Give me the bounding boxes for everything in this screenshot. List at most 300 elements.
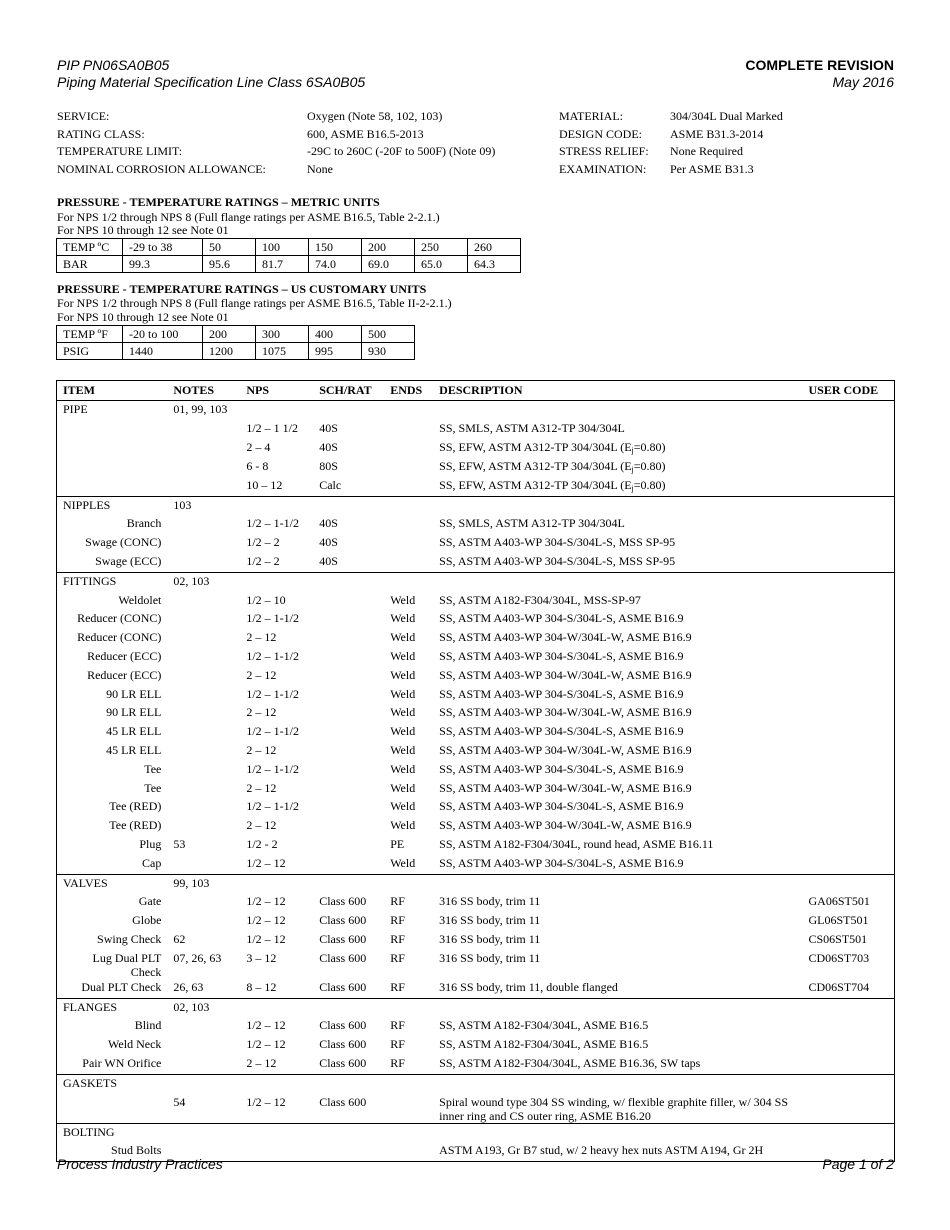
col-header-description: DESCRIPTION: [433, 381, 802, 401]
description-text: Spiral wound type 304 SS winding, w/ flexible graphite filler, w/ 304 SS inner ring and CS outer ring, ASME B16.20: [439, 1094, 788, 1123]
row-user-code: [802, 458, 894, 477]
info-row: [57, 143, 495, 161]
info-row: [57, 108, 495, 126]
row-user-code: [802, 1036, 894, 1055]
row-nps: 1/2 – 2: [246, 553, 280, 568]
col-header-ends: ENDS: [384, 381, 433, 401]
row-nps: 3 – 12: [246, 950, 277, 965]
empty-cell: [313, 874, 384, 893]
description-text: SS, ASTM A403-WP 304-W/304L-W, ASME B16.9: [439, 705, 692, 720]
row-ends: RF: [390, 1018, 405, 1033]
row-sch-rat: Class 600: [319, 1037, 367, 1052]
row-notes: 26, 63: [173, 979, 204, 994]
description-text: SS, ASTM A403-WP 304-S/304L-S, ASME B16.9: [439, 611, 684, 626]
row-sch-rat: Class 600: [319, 931, 367, 946]
row-item: Tee (RED): [109, 799, 162, 814]
row-notes: [167, 515, 240, 534]
group-name: VALVES: [57, 874, 168, 893]
row-ends: [384, 1094, 433, 1124]
ratings-cell: 50: [203, 239, 256, 256]
row-user-code: [802, 723, 894, 742]
group-notes: 99, 103: [167, 874, 240, 893]
table-row: [57, 855, 895, 874]
ratings-cell: -29 to 38: [123, 239, 203, 256]
row-item: Reducer (CONC): [77, 630, 162, 645]
row-sch-rat: Class 600: [319, 894, 367, 909]
empty-cell: [433, 998, 802, 1017]
info-label: RATING CLASS:: [57, 126, 145, 141]
table-row: [57, 912, 895, 931]
row-nps: 6 - 8: [246, 458, 269, 473]
row-ends: RF: [390, 1037, 405, 1052]
row-notes: [167, 629, 240, 648]
table-row: [57, 667, 895, 686]
row-nps: 1/2 – 12: [246, 894, 286, 909]
empty-cell: [384, 401, 433, 420]
description-text: SS, ASTM A403-WP 304-S/304L-S, MSS SP-95: [439, 553, 676, 568]
description-text: 316 SS body, trim 11: [439, 894, 541, 909]
description-text: SS, ASTM A403-WP 304-S/304L-S, ASME B16.9: [439, 799, 684, 814]
row-notes: 62: [173, 931, 186, 946]
table-row: [57, 553, 895, 572]
row-ends: Weld: [390, 686, 416, 701]
row-ends: Weld: [390, 648, 416, 663]
row-user-code: [802, 553, 894, 572]
table-row: [57, 648, 895, 667]
row-ends: Weld: [390, 592, 416, 607]
table-row: [57, 592, 895, 611]
row-description: [433, 855, 802, 874]
description-text: SS, ASTM A182-F304/304L, ASME B16.5: [439, 1037, 649, 1052]
empty-cell: [240, 572, 313, 591]
row-notes: 07, 26, 63: [173, 950, 222, 965]
row-notes: 54: [173, 1094, 186, 1109]
empty-cell: [240, 998, 313, 1017]
info-label: TEMPERATURE LIMIT:: [57, 144, 183, 158]
row-notes: [167, 553, 240, 572]
row-description: [433, 610, 802, 629]
group-notes: 103: [167, 496, 240, 515]
row-item: Weldolet: [118, 592, 162, 607]
table-row: [57, 515, 895, 534]
table-row: [57, 798, 895, 817]
row-description: [433, 761, 802, 780]
ratings-cell: 260: [468, 239, 521, 256]
row-notes: [167, 1036, 240, 1055]
row-sch-rat: [313, 704, 384, 723]
table-row: [57, 950, 895, 979]
description-text: SS, ASTM A182-F304/304L, round head, ASME B16.11: [439, 836, 714, 851]
row-sch-rat: Class 600: [319, 979, 367, 994]
info-value: None Required: [670, 144, 743, 158]
group-notes: 02, 103: [167, 998, 240, 1017]
info-label: DESIGN CODE:: [559, 126, 642, 141]
row-notes: [167, 723, 240, 742]
empty-cell: [433, 874, 802, 893]
row-ends: RF: [390, 950, 405, 965]
description-text: SS, ASTM A403-WP 304-W/304L-W, ASME B16.9: [439, 780, 692, 795]
ratings-cell: 64.3: [468, 256, 521, 273]
description-text: SS, SMLS, ASTM A312-TP 304/304L: [439, 516, 625, 531]
description-text: SS, ASTM A182-F304/304L, ASME B16.5: [439, 1018, 649, 1033]
ratings-cell: 930: [362, 343, 415, 360]
row-notes: [167, 667, 240, 686]
row-ends: RF: [390, 913, 405, 928]
ratings-cell: 69.0: [362, 256, 415, 273]
row-item: 90 LR ELL: [106, 686, 162, 701]
group-row: [57, 496, 895, 515]
ratings-cell: 995: [309, 343, 362, 360]
row-sch-rat: Calc: [319, 477, 342, 492]
row-sch-rat: [313, 592, 384, 611]
description-text: SS, ASTM A403-WP 304-W/304L-W, ASME B16.9: [439, 667, 692, 682]
row-description: [433, 515, 802, 534]
row-item: Reducer (CONC): [77, 611, 162, 626]
row-description: [433, 723, 802, 742]
service-info-left: [57, 108, 495, 178]
row-item: Reducer (ECC): [87, 667, 162, 682]
ratings-cell: 74.0: [309, 256, 362, 273]
row-user-code: [802, 592, 894, 611]
row-ends: Weld: [390, 705, 416, 720]
row-nps: 1/2 – 1-1/2: [246, 648, 299, 663]
row-ends: Weld: [390, 667, 416, 682]
row-user-code: [802, 1017, 894, 1036]
row-nps: 1/2 – 1-1/2: [246, 686, 299, 701]
row-notes: [167, 798, 240, 817]
empty-cell: [802, 572, 894, 591]
row-ends: Weld: [390, 855, 416, 870]
row-sch-rat: [313, 798, 384, 817]
row-description: [433, 817, 802, 836]
group-notes: [167, 1123, 240, 1142]
row-sch-rat: [313, 836, 384, 855]
row-user-code: [802, 648, 894, 667]
row-item: Tee: [144, 780, 162, 795]
description-subscript: j: [631, 445, 634, 455]
document-header-right: [745, 57, 894, 91]
row-notes: 53: [173, 836, 186, 851]
ratings-row-label: BAR: [57, 256, 123, 273]
us-ratings-table: [56, 325, 415, 360]
info-row: [57, 161, 495, 179]
description-text: SS, ASTM A403-WP 304-S/304L-S, ASME B16.9: [439, 761, 684, 776]
row-nps: 1/2 – 1-1/2: [246, 611, 299, 626]
footer-publisher: Process Industry Practices: [57, 1156, 223, 1172]
row-nps: 1/2 – 12: [246, 931, 286, 946]
row-item: Tee (RED): [109, 818, 162, 833]
empty-cell: [313, 401, 384, 420]
row-notes: [167, 439, 240, 458]
info-row: [559, 143, 783, 161]
info-value: None: [307, 161, 333, 176]
row-user-code: [802, 836, 894, 855]
row-notes: [167, 742, 240, 761]
info-row: [559, 126, 783, 144]
ratings-cell: -20 to 100: [123, 326, 203, 343]
row-item: Swing Check: [97, 931, 162, 946]
row-notes: [167, 704, 240, 723]
row-ends: [384, 515, 433, 534]
us-ratings-title: PRESSURE - TEMPERATURE RATINGS – US CUSTOMARY UNITS: [57, 282, 427, 296]
empty-cell: [802, 1123, 894, 1142]
row-ends: Weld: [390, 724, 416, 739]
ratings-row: [57, 239, 521, 256]
ratings-cell: 100: [256, 239, 309, 256]
metric-ratings-table: [56, 238, 521, 273]
row-ends: [384, 458, 433, 477]
info-label: MATERIAL:: [559, 109, 623, 123]
row-ends: Weld: [390, 799, 416, 814]
row-description: [433, 950, 802, 979]
group-name: NIPPLES: [57, 496, 168, 515]
row-ends: RF: [390, 1055, 405, 1070]
row-sch-rat: Class 600: [319, 1094, 367, 1109]
info-row: [559, 108, 783, 126]
description-text: 316 SS body, trim 11: [439, 931, 541, 946]
row-sch-rat: Class 600: [319, 1055, 367, 1070]
group-row: [57, 1123, 895, 1142]
empty-cell: [802, 998, 894, 1017]
info-label: EXAMINATION:: [559, 161, 647, 176]
row-user-code: [802, 477, 894, 497]
row-user-code: GL06ST501: [808, 913, 869, 928]
row-user-code: [802, 1094, 894, 1124]
info-value: -29C to 260C (-20F to 500F) (Note 09): [307, 144, 496, 158]
row-sch-rat: Class 600: [319, 950, 367, 965]
row-user-code: [802, 439, 894, 458]
info-value: 304/304L Dual Marked: [670, 109, 783, 123]
row-user-code: [802, 629, 894, 648]
row-description: [433, 742, 802, 761]
row-sch-rat: [313, 667, 384, 686]
row-item: Weld Neck: [108, 1037, 162, 1052]
row-description: [433, 534, 802, 553]
row-user-code: [802, 515, 894, 534]
ratings-cell: 65.0: [415, 256, 468, 273]
ratings-cell: 200: [203, 326, 256, 343]
row-sch-rat: 40S: [319, 535, 338, 550]
row-notes: [167, 893, 240, 912]
row-notes: [167, 477, 240, 497]
row-sch-rat: 80S: [319, 458, 338, 473]
row-nps: 1/2 – 12: [246, 855, 286, 870]
row-user-code: [802, 798, 894, 817]
row-sch-rat: [313, 1142, 384, 1161]
row-nps: 1/2 - 2: [246, 836, 278, 851]
row-sch-rat: [313, 648, 384, 667]
row-ends: RF: [390, 979, 405, 994]
table-row: [57, 1017, 895, 1036]
row-item: Dual PLT Check: [81, 979, 162, 994]
info-row: [559, 161, 783, 179]
row-sch-rat: 40S: [319, 439, 338, 454]
ratings-cell: 1200: [203, 343, 256, 360]
info-value: 600, ASME B16.5-2013: [307, 126, 424, 141]
ratings-row: [57, 256, 521, 273]
description-text: ASTM A193, Gr B7 stud, w/ 2 heavy hex nuts ASTM A194, Gr 2H: [439, 1143, 764, 1158]
row-description: [433, 477, 802, 497]
table-row: [57, 723, 895, 742]
empty-cell: [240, 1123, 313, 1142]
row-notes: [167, 686, 240, 705]
row-sch-rat: [313, 855, 384, 874]
row-item: 45 LR ELL: [106, 724, 162, 739]
ratings-row-label: TEMP ºC: [57, 239, 123, 256]
empty-cell: [313, 572, 384, 591]
empty-cell: [802, 874, 894, 893]
row-nps: 2 – 12: [246, 818, 277, 833]
description-text-tail: =0.80): [633, 477, 666, 492]
row-nps: 1/2 – 1-1/2: [246, 761, 299, 776]
info-row: [57, 126, 495, 144]
row-notes: [167, 458, 240, 477]
description-text: SS, ASTM A403-WP 304-W/304L-W, ASME B16.9: [439, 630, 692, 645]
row-description: [433, 1036, 802, 1055]
group-row: [57, 998, 895, 1017]
row-notes: [167, 610, 240, 629]
description-text: SS, EFW, ASTM A312-TP 304/304L (E: [439, 458, 632, 473]
group-row: [57, 401, 895, 420]
row-item: [57, 458, 168, 477]
row-item: Lug Dual PLT Check: [92, 950, 162, 979]
row-nps: 8 – 12: [246, 979, 277, 994]
row-user-code: [802, 667, 894, 686]
row-ends: [384, 1142, 433, 1161]
group-name: FITTINGS: [57, 572, 168, 591]
row-user-code: [802, 610, 894, 629]
description-text-tail: =0.80): [633, 458, 666, 473]
row-notes: [167, 912, 240, 931]
row-ends: RF: [390, 931, 405, 946]
row-nps: 2 – 12: [246, 705, 277, 720]
empty-cell: [802, 1074, 894, 1093]
row-description: [433, 780, 802, 799]
group-name: FLANGES: [57, 998, 168, 1017]
row-sch-rat: [313, 686, 384, 705]
document-id: PIP PN06SA0B05: [57, 57, 170, 73]
row-ends: [384, 534, 433, 553]
group-row: [57, 572, 895, 591]
description-text: 316 SS body, trim 11: [439, 950, 541, 965]
row-sch-rat: 40S: [319, 420, 338, 435]
row-item: Pair WN Orifice: [82, 1055, 162, 1070]
description-text: SS, ASTM A403-WP 304-W/304L-W, ASME B16.9: [439, 742, 692, 757]
piping-spec-table: [56, 380, 895, 1162]
table-row: [57, 1036, 895, 1055]
description-text: SS, ASTM A403-WP 304-S/304L-S, ASME B16.9: [439, 724, 684, 739]
row-description: [433, 893, 802, 912]
table-row: [57, 1094, 895, 1124]
row-sch-rat: 40S: [319, 516, 338, 531]
table-row: [57, 686, 895, 705]
row-ends: PE: [390, 836, 405, 851]
ratings-cell: 1440: [123, 343, 203, 360]
ratings-row: [57, 343, 415, 360]
description-text-tail: =0.80): [633, 439, 666, 454]
empty-cell: [240, 1074, 313, 1093]
empty-cell: [802, 401, 894, 420]
info-value: Oxygen (Note 58, 102, 103): [307, 109, 443, 123]
row-user-code: [802, 686, 894, 705]
row-item: Cap: [142, 855, 162, 870]
table-row: [57, 836, 895, 855]
row-user-code: [802, 742, 894, 761]
metric-ratings-note-1: For NPS 1/2 through NPS 8 (Full flange ratings per ASME B16.5, Table 2-2.1.): [57, 210, 440, 224]
col-header-user-code: USER CODE: [802, 381, 894, 401]
row-item: Branch: [126, 516, 162, 531]
table-row: [57, 704, 895, 723]
empty-cell: [384, 998, 433, 1017]
row-user-code: [802, 817, 894, 836]
row-user-code: [802, 534, 894, 553]
row-description: [433, 931, 802, 950]
description-text: SS, ASTM A403-WP 304-S/304L-S, ASME B16.9: [439, 855, 684, 870]
revision-label: COMPLETE REVISION: [745, 57, 894, 73]
revision-date: May 2016: [832, 74, 894, 90]
row-user-code: [802, 855, 894, 874]
row-description: [433, 1055, 802, 1074]
row-description: [433, 592, 802, 611]
row-user-code: [802, 761, 894, 780]
table-row: [57, 817, 895, 836]
empty-cell: [433, 572, 802, 591]
info-value: Per ASME B31.3: [670, 161, 754, 176]
row-item: 90 LR ELL: [106, 705, 162, 720]
description-text: SS, ASTM A182-F304/304L, ASME B16.36, SW taps: [439, 1055, 701, 1070]
row-nps: 1/2 – 12: [246, 913, 286, 928]
ratings-cell: 1075: [256, 343, 309, 360]
row-ends: [384, 553, 433, 572]
row-notes: [167, 420, 240, 439]
description-text: SS, ASTM A403-WP 304-W/304L-W, ASME B16.9: [439, 818, 692, 833]
table-row: [57, 458, 895, 477]
row-description: [433, 420, 802, 439]
row-user-code: GA06ST501: [808, 894, 870, 909]
ratings-row-label: TEMP ºF: [57, 326, 123, 343]
description-text: SS, ASTM A182-F304/304L, MSS-SP-97: [439, 592, 641, 607]
us-ratings-note-1: For NPS 1/2 through NPS 8 (Full flange ratings per ASME B16.5, Table II-2-2.1.): [57, 296, 452, 310]
row-nps: 1/2 – 2: [246, 535, 280, 550]
ratings-cell: 150: [309, 239, 362, 256]
row-user-code: [802, 704, 894, 723]
empty-cell: [433, 496, 802, 515]
service-info-right: [559, 108, 783, 178]
row-nps: 1/2 – 10: [246, 592, 286, 607]
row-user-code: [802, 780, 894, 799]
table-row: [57, 742, 895, 761]
row-ends: Weld: [390, 780, 416, 795]
empty-cell: [240, 874, 313, 893]
row-item: Globe: [132, 913, 162, 928]
row-item: Swage (CONC): [85, 535, 162, 550]
table-row: [57, 761, 895, 780]
row-item: Stud Bolts: [111, 1143, 162, 1158]
row-ends: Weld: [390, 818, 416, 833]
table-row: [57, 1055, 895, 1074]
table-row: [57, 780, 895, 799]
description-text: SS, EFW, ASTM A312-TP 304/304L (E: [439, 439, 632, 454]
col-header-nps: NPS: [240, 381, 313, 401]
description-text: 316 SS body, trim 11, double flanged: [439, 979, 618, 994]
table-row: [57, 439, 895, 458]
row-ends: Weld: [390, 611, 416, 626]
row-nps: 1/2 – 12: [246, 1018, 286, 1033]
row-item: Swage (ECC): [95, 553, 162, 568]
row-notes: [167, 817, 240, 836]
empty-cell: [384, 1074, 433, 1093]
table-row: [57, 534, 895, 553]
